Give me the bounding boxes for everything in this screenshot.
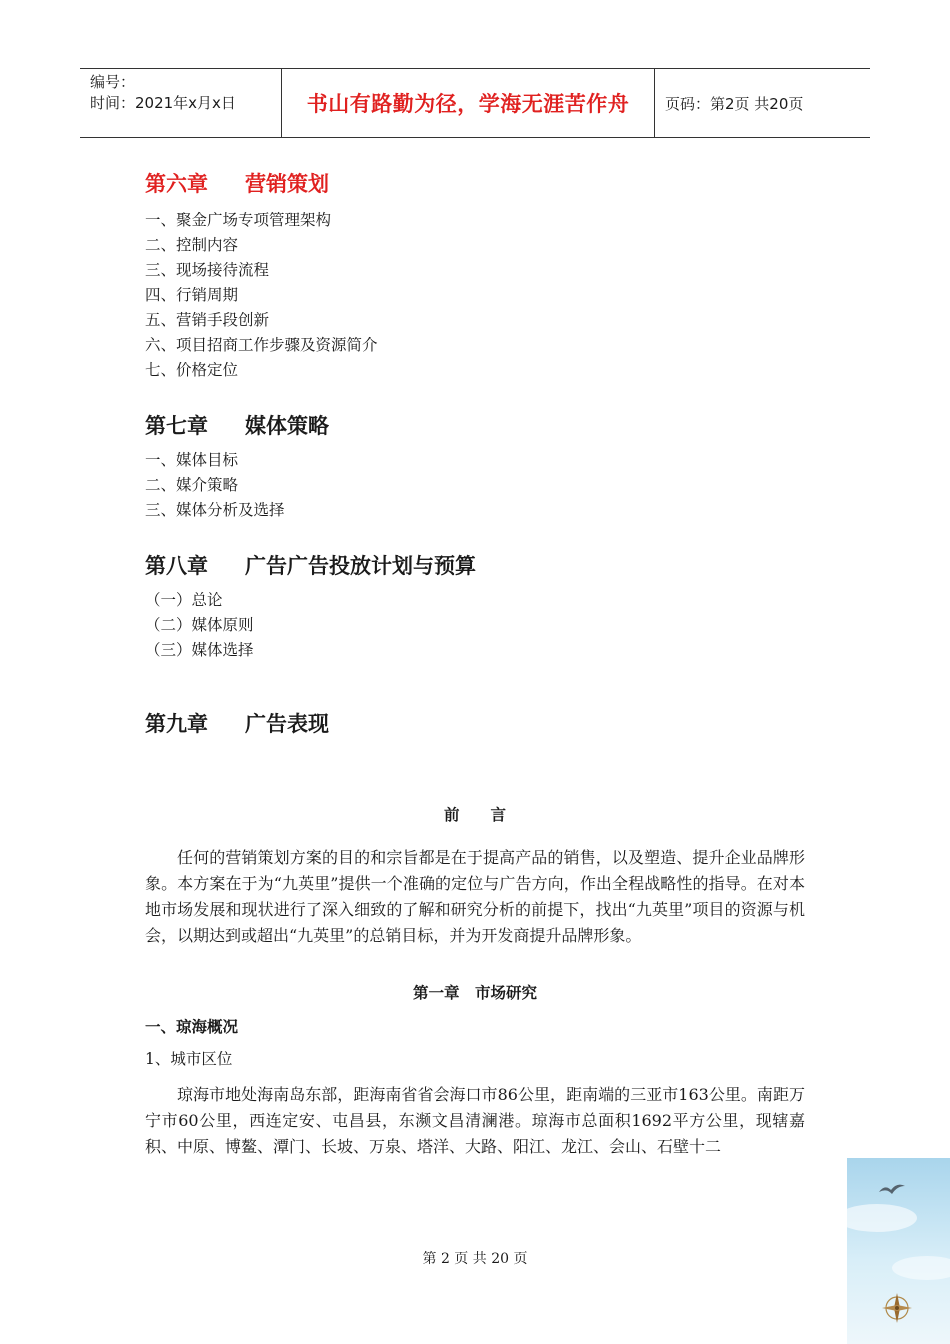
code-label: 编号： <box>90 73 136 91</box>
chapter-number: 第九章 <box>145 712 208 736</box>
toc-item: 三、媒体分析及选择 <box>145 501 285 519</box>
toc-item: 一、媒体目标 <box>145 451 239 469</box>
toc-item: 二、媒介策略 <box>145 476 239 494</box>
chapter-heading <box>145 410 805 442</box>
toc-item: 三、现场接待流程 <box>145 261 270 279</box>
preface-body: 任何的营销策划方案的目的和宗旨都是在于提高产品的销售，以及塑造、提升企业品牌形象。本方案在于为“九英里”提供一个准确的定位与广告方向，作出全程战略性的指导。在对本地市场发展和现状进行了深入细致的了解和研究分析的前提下，找出“九英里”项目的资源与机会，以期达到或超出“九英里”的总销目标，并为开发商提升品牌形象。 <box>145 848 805 945</box>
chapter-title: 广告表现 <box>245 712 329 736</box>
document-body <box>145 168 805 1160</box>
header-motto: 书山有路勤为径，学海无涯苦作舟 <box>281 69 655 137</box>
chapter-title: 营销策划 <box>245 172 329 196</box>
chapter-title: 广告广告投放计划与预算 <box>245 554 476 578</box>
chapter-number: 第八章 <box>145 554 208 578</box>
section-heading: 一、琼海概况 <box>145 1018 239 1036</box>
toc-item: 六、项目招商工作步骤及资源简介 <box>145 336 378 354</box>
toc-item: 二、控制内容 <box>145 236 239 254</box>
toc-item: 一、聚金广场专项管理架构 <box>145 211 332 229</box>
chapter-heading <box>145 708 805 740</box>
toc-item: （二）媒体原则 <box>145 616 254 634</box>
page-footer: 第 2 页 共 20 页 <box>422 1251 528 1267</box>
toc-item: 七、价格定位 <box>145 361 239 379</box>
chapter-number: 第六章 <box>145 172 208 196</box>
toc-item: 四、行销周期 <box>145 286 239 304</box>
corner-decoration <box>847 1158 950 1344</box>
chapter-items <box>145 588 805 663</box>
header-meta <box>80 69 281 137</box>
chapter-number: 第七章 <box>145 414 208 438</box>
chapter-items <box>145 448 805 523</box>
toc-item: （一）总论 <box>145 591 223 609</box>
toc-item: （三）媒体选择 <box>145 641 254 659</box>
header-table <box>80 68 870 138</box>
date-label: 时间：2021年x月x日 <box>90 94 236 112</box>
chapter-items <box>145 208 805 383</box>
chapter-one-title: 第一章 市场研究 <box>412 983 537 1002</box>
header-page-info: 页码：第2页 共20页 <box>665 94 804 113</box>
chapter-heading <box>145 550 805 582</box>
subsection-heading: 1、城市区位 <box>145 1050 233 1068</box>
chapter-heading <box>145 168 805 200</box>
toc-item: 五、营销手段创新 <box>145 311 270 329</box>
preface-title: 前 言 <box>443 805 506 824</box>
chapter-title: 媒体策略 <box>245 414 329 438</box>
chapter-one-body: 琼海市地处海南岛东部，距海南省省会海口市86公里，距南端的三亚市163公里。南距万宁市60公里，西连定安、屯昌县，东濒文昌清澜港。琼海市总面积1692平方公里，现辖嘉积、中原、博鳌、潭门、长坡、万泉、塔洋、大路、阳江、龙江、会山、石壁十二 <box>145 1085 805 1156</box>
